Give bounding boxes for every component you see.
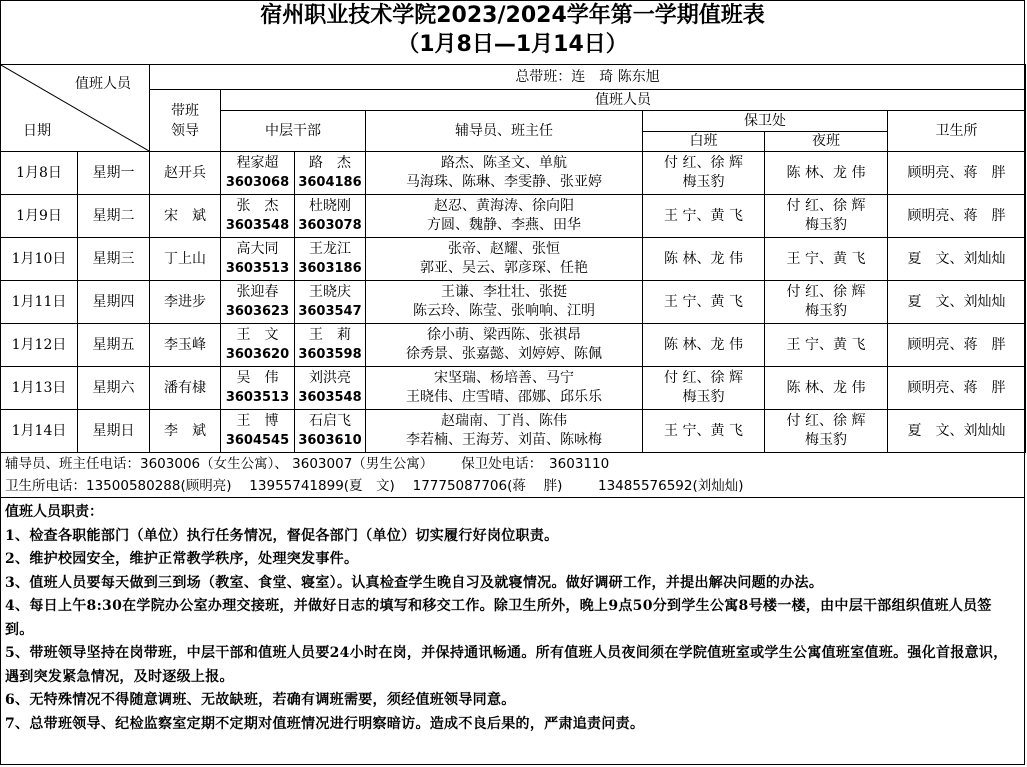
duty-responsibilities bbox=[1, 498, 1024, 736]
counselor-line: 郭亚、吴云、郭彦琛、任艳 bbox=[420, 260, 588, 276]
row-leader: 李进步 bbox=[150, 281, 221, 324]
cadre-phone: 3603548 bbox=[225, 218, 290, 233]
row-clinic: 夏 文、刘灿灿 bbox=[888, 410, 1026, 453]
row-clinic: 顾明亮、蒋 胖 bbox=[888, 324, 1026, 367]
row-counselors bbox=[366, 281, 643, 324]
chief-on-duty: 总带班：连 琦 陈东旭 bbox=[150, 65, 1026, 90]
counselor-line: 张帝、赵耀、张恒 bbox=[448, 241, 560, 257]
cadre-name: 刘洪亮 bbox=[309, 370, 351, 386]
row-clinic: 夏 文、刘灿灿 bbox=[888, 281, 1026, 324]
phone-line-1 bbox=[5, 453, 1024, 475]
row-cadre-2 bbox=[295, 195, 366, 238]
counselor-line: 路杰、陈圣文、单航 bbox=[441, 155, 567, 171]
row-date: 1月14日 bbox=[1, 410, 78, 453]
cadre-phone: 3603513 bbox=[225, 261, 290, 276]
counselor-phones: 辅导员、班主任电话：3603006（女生公寓）、 3603007（男生公寓） bbox=[5, 456, 434, 472]
row-day-shift bbox=[643, 238, 765, 281]
row-clinic: 顾明亮、蒋 胖 bbox=[888, 152, 1026, 195]
counselor-line: 方圆、魏静、李燕、田华 bbox=[427, 217, 581, 233]
row-day-shift bbox=[643, 324, 765, 367]
cadre-phone: 3604545 bbox=[225, 433, 290, 448]
shift-line: 付 红、徐 辉 bbox=[664, 155, 743, 171]
counselor-line: 赵瑞南、丁肖、陈伟 bbox=[441, 413, 567, 429]
shift-line: 梅玉豹 bbox=[805, 217, 847, 233]
row-weekday: 星期四 bbox=[78, 281, 150, 324]
shift-line: 梅玉豹 bbox=[805, 303, 847, 319]
header-staff-group: 值班人员 bbox=[221, 90, 1026, 111]
row-day-shift bbox=[643, 281, 765, 324]
row-leader: 丁上山 bbox=[150, 238, 221, 281]
header-duty-staff: 值班人员 bbox=[75, 76, 131, 92]
duty-item: 1、检查各职能部门（单位）执行任务情况，督促各部门（单位）切实履行好岗位职责。 bbox=[5, 527, 559, 544]
cadre-name: 张迎春 bbox=[236, 284, 279, 300]
cadre-phone: 3603623 bbox=[225, 304, 290, 319]
row-counselors bbox=[366, 238, 643, 281]
table-row bbox=[1, 367, 1026, 410]
cadre-name: 杜晓刚 bbox=[309, 198, 351, 214]
row-date: 1月9日 bbox=[1, 195, 78, 238]
security-phone: 保卫处电话： 3603110 bbox=[461, 456, 610, 472]
row-cadre-2 bbox=[295, 324, 366, 367]
row-night-shift bbox=[765, 324, 888, 367]
counselor-line: 马海珠、陈琳、李雯静、张亚婷 bbox=[406, 174, 602, 190]
row-counselors bbox=[366, 195, 643, 238]
cadre-name: 王晓庆 bbox=[309, 284, 351, 300]
table-row bbox=[1, 152, 1026, 195]
cadre-phone: 3603078 bbox=[298, 218, 362, 233]
cadre-phone: 3603620 bbox=[225, 347, 290, 362]
cadre-phone: 3603547 bbox=[298, 304, 362, 319]
cadre-name: 石启飞 bbox=[309, 413, 351, 429]
counselor-line: 宋坚瑞、杨培善、马宁 bbox=[434, 370, 574, 386]
table-row bbox=[1, 324, 1026, 367]
diagonal-header-cell bbox=[1, 65, 150, 152]
duty-item: 7、总带班领导、纪检监察室定期不定期对值班情况进行明察暗访。造成不良后果的，严肃追责问责。 bbox=[5, 715, 645, 732]
row-night-shift bbox=[765, 367, 888, 410]
row-leader: 赵开兵 bbox=[150, 152, 221, 195]
row-weekday: 星期日 bbox=[78, 410, 150, 453]
cadre-phone: 3604186 bbox=[298, 175, 362, 190]
counselor-line: 徐小萌、梁西陈、张祺昂 bbox=[427, 327, 581, 343]
header-leader-text: 带班 领导 bbox=[171, 102, 199, 139]
cadre-phone: 3603548 bbox=[298, 390, 362, 405]
row-night-shift bbox=[765, 152, 888, 195]
cadre-name: 路 杰 bbox=[309, 155, 351, 171]
shift-line: 付 红、徐 辉 bbox=[786, 413, 866, 429]
shift-line: 梅玉豹 bbox=[682, 174, 725, 190]
row-clinic: 顾明亮、蒋 胖 bbox=[888, 367, 1026, 410]
row-date: 1月12日 bbox=[1, 324, 78, 367]
row-night-shift bbox=[765, 238, 888, 281]
row-counselors bbox=[366, 152, 643, 195]
row-cadre-2 bbox=[295, 281, 366, 324]
row-cadre-1 bbox=[221, 324, 295, 367]
row-cadre-2 bbox=[295, 410, 366, 453]
phone-line-2: 卫生所电话：13500580288(顾明亮) 13955741899(夏 文) 17775087706(蒋 胖) 13485576592(刘灿灿) bbox=[5, 478, 744, 494]
table-row bbox=[1, 238, 1026, 281]
shift-line: 王 宁、黄 飞 bbox=[664, 293, 743, 310]
row-cadre-1 bbox=[221, 281, 295, 324]
counselor-line: 李若楠、王海芳、刘苗、陈咏梅 bbox=[406, 432, 602, 448]
header-security: 保卫处 bbox=[643, 111, 888, 132]
duty-item: 2、维护校园安全，维护正常教学秩序，处理突发事件。 bbox=[5, 551, 359, 567]
header-row-2 bbox=[1, 90, 1026, 111]
cadre-name: 程家超 bbox=[236, 155, 279, 171]
header-date: 日期 bbox=[23, 123, 51, 139]
cadre-phone: 3603513 bbox=[225, 390, 290, 405]
row-cadre-2 bbox=[295, 238, 366, 281]
counselor-line: 陈云玲、陈莹、张响响、江明 bbox=[413, 303, 595, 319]
header-counselor: 辅导员、班主任 bbox=[366, 111, 643, 152]
shift-line: 陈 林、龙 伟 bbox=[786, 164, 866, 181]
shift-line: 付 红、徐 辉 bbox=[664, 370, 743, 386]
header-middle-cadre: 中层干部 bbox=[221, 111, 366, 152]
row-leader: 宋 斌 bbox=[150, 195, 221, 238]
duty-item: 5、带班领导坚持在岗带班，中层干部和值班人员要24小时在岗，并保持通讯畅通。所有值班人员夜间须在学院值班室或学生公寓值班室值班。强化首报意识，遇到突发紧急情况，及时逐级上报。 bbox=[5, 645, 1008, 685]
table-row bbox=[1, 281, 1026, 324]
row-date: 1月11日 bbox=[1, 281, 78, 324]
row-cadre-1 bbox=[221, 152, 295, 195]
page-title: 宿州职业技术学院2023/2024学年第一学期值班表 bbox=[260, 3, 765, 28]
header-leader bbox=[150, 90, 221, 152]
row-day-shift bbox=[643, 367, 765, 410]
header-day-shift: 白班 bbox=[643, 132, 765, 152]
header-row-1 bbox=[1, 65, 1026, 90]
row-night-shift bbox=[765, 195, 888, 238]
row-leader: 李玉峰 bbox=[150, 324, 221, 367]
cadre-name: 张 杰 bbox=[236, 198, 279, 214]
duty-table bbox=[0, 64, 1026, 453]
row-date: 1月13日 bbox=[1, 367, 78, 410]
cadre-name: 王 莉 bbox=[309, 327, 351, 343]
row-date: 1月10日 bbox=[1, 238, 78, 281]
row-cadre-1 bbox=[221, 195, 295, 238]
row-cadre-1 bbox=[221, 410, 295, 453]
shift-line: 王 宁、黄 飞 bbox=[786, 336, 866, 353]
shift-line: 付 红、徐 辉 bbox=[786, 284, 866, 300]
shift-line: 陈 林、龙 伟 bbox=[664, 250, 743, 267]
row-weekday: 星期五 bbox=[78, 324, 150, 367]
counselor-line: 赵忍、黄海涛、徐向阳 bbox=[434, 198, 574, 214]
row-clinic: 夏 文、刘灿灿 bbox=[888, 238, 1026, 281]
page-subtitle: （1月8日—1月14日） bbox=[397, 32, 628, 57]
row-weekday: 星期三 bbox=[78, 238, 150, 281]
row-cadre-1 bbox=[221, 367, 295, 410]
cadre-name: 高大同 bbox=[236, 241, 279, 257]
shift-line: 梅玉豹 bbox=[682, 389, 725, 405]
row-leader: 李 斌 bbox=[150, 410, 221, 453]
cadre-phone: 3603598 bbox=[298, 347, 362, 362]
counselor-line: 王谦、李壮壮、张挺 bbox=[441, 284, 567, 300]
table-row bbox=[1, 410, 1026, 453]
header-clinic: 卫生所 bbox=[888, 111, 1026, 152]
shift-line: 付 红、徐 辉 bbox=[786, 198, 866, 214]
row-weekday: 星期二 bbox=[78, 195, 150, 238]
cadre-name: 王龙江 bbox=[309, 241, 351, 257]
row-day-shift bbox=[643, 195, 765, 238]
row-date: 1月8日 bbox=[1, 152, 78, 195]
duty-item: 3、值班人员要每天做到三到场（教室、食堂、寝室）。认真检查学生晚自习及就寝情况。做好调研工作，并提出解决问题的办法。 bbox=[5, 574, 824, 591]
counselor-line: 徐秀景、张嘉懿、刘婷婷、陈佩 bbox=[406, 346, 602, 362]
duty-item: 4、每日上午8:30在学院办公室办理交接班，并做好日志的填写和移交工作。除卫生所外，晚上9点50分到学生公寓8号楼一楼，由中层干部组织值班人员签到。 bbox=[5, 598, 992, 638]
cadre-name: 王 文 bbox=[236, 327, 279, 343]
phone-directory bbox=[1, 453, 1024, 498]
row-cadre-2 bbox=[295, 152, 366, 195]
cadre-name: 吴 伟 bbox=[236, 370, 279, 386]
row-counselors bbox=[366, 367, 643, 410]
row-counselors bbox=[366, 324, 643, 367]
shift-line: 王 宁、黄 飞 bbox=[786, 250, 866, 267]
row-leader: 潘有棣 bbox=[150, 367, 221, 410]
row-day-shift bbox=[643, 410, 765, 453]
row-clinic: 顾明亮、蒋 胖 bbox=[888, 195, 1026, 238]
shift-line: 王 宁、黄 飞 bbox=[664, 422, 743, 439]
counselor-line: 王晓伟、庄雪晴、邵娜、邱乐乐 bbox=[406, 389, 602, 405]
shift-line: 王 宁、黄 飞 bbox=[664, 207, 743, 224]
shift-line: 梅玉豹 bbox=[805, 432, 847, 448]
row-counselors bbox=[366, 410, 643, 453]
row-weekday: 星期六 bbox=[78, 367, 150, 410]
cadre-phone: 3603186 bbox=[298, 261, 362, 276]
table-row bbox=[1, 195, 1026, 238]
cadre-phone: 3603068 bbox=[225, 175, 290, 190]
header-night-shift: 夜班 bbox=[765, 132, 888, 152]
cadre-name: 王 博 bbox=[236, 413, 279, 429]
row-cadre-2 bbox=[295, 367, 366, 410]
shift-line: 陈 林、龙 伟 bbox=[786, 379, 866, 396]
duty-item: 6、无特殊情况不得随意调班、无故缺班，若确有调班需要，须经值班领导同意。 bbox=[5, 692, 516, 708]
duties-heading: 值班人员职责： bbox=[5, 504, 103, 520]
row-cadre-1 bbox=[221, 238, 295, 281]
row-night-shift bbox=[765, 281, 888, 324]
shift-line: 陈 林、龙 伟 bbox=[664, 336, 743, 353]
row-night-shift bbox=[765, 410, 888, 453]
cadre-phone: 3603610 bbox=[298, 433, 362, 448]
row-day-shift bbox=[643, 152, 765, 195]
row-weekday: 星期一 bbox=[78, 152, 150, 195]
